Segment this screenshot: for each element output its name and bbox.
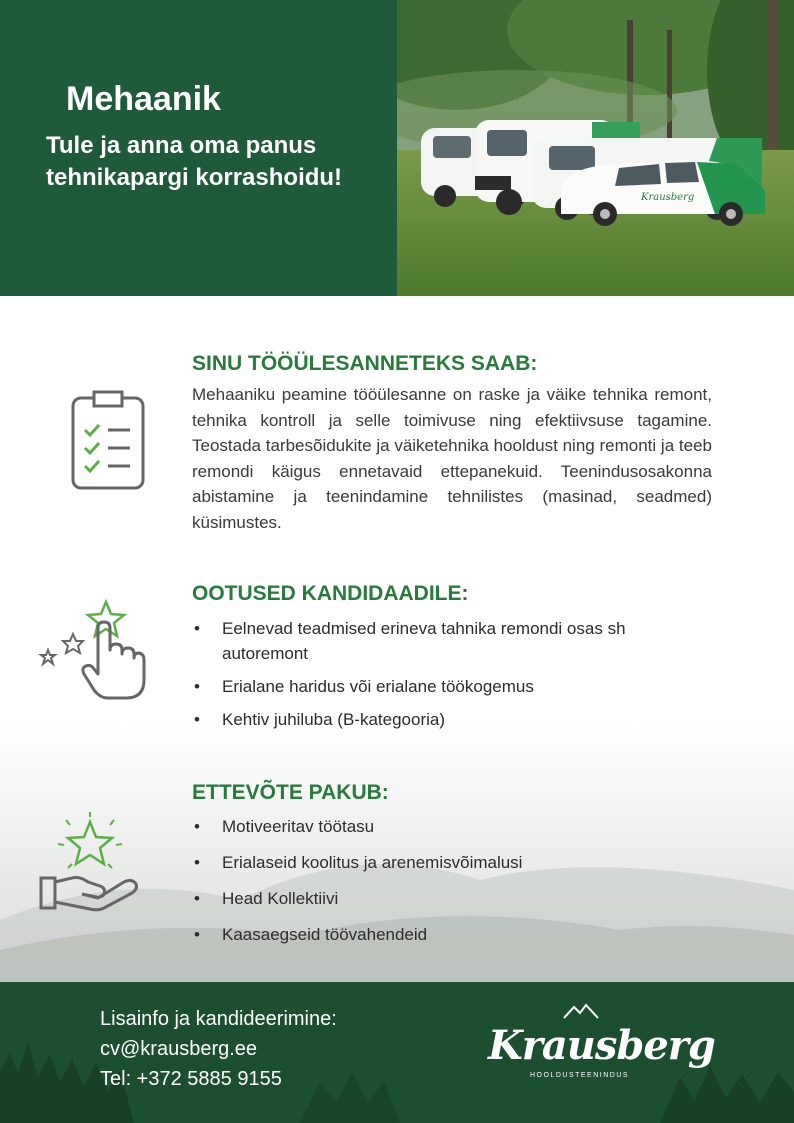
section-duties-text: Mehaaniku peamine tööülesanne on raske ja väike tehnika remont, tehnika kontroll ja selle toimivuse ning efektiivsuse tagamine. Teostada tarbesõidukite ja väiketehnika hooldust ning remonti ja teeb remondi käigus ennetavaid ettepanekuid. Teenindusosakonna abistamine ja teenindamine tehnilistes (masinad, seadmed) küsimustes.: [192, 385, 712, 532]
list-item: • Kaasaegseid töövahendeid: [192, 922, 712, 947]
list-item: • Head Kollektiivi: [192, 886, 712, 911]
offer-list: [192, 814, 712, 947]
header-banner: [0, 0, 794, 296]
logo-wordmark: Krausberg: [488, 1022, 715, 1069]
vehicles-photo-illustration: [397, 0, 794, 296]
list-item: • Kehtiv juhiluba (B-kategooria): [192, 707, 712, 732]
hand-stars-icon: [36, 598, 146, 702]
contact-phone[interactable]: Tel: +372 5885 9155: [100, 1068, 282, 1090]
mountain-icon: [562, 1002, 602, 1022]
job-title: Mehaanik: [66, 80, 221, 118]
contact-email[interactable]: cv@krausberg.ee: [100, 1038, 258, 1060]
job-subtitle: Tule ja anna oma panus tehnikapargi korrashoidu!: [46, 132, 343, 191]
list-item: • Motiveeritav töötasu: [192, 814, 712, 839]
section-duties-heading: SINU TÖÖÜLESANNETEKS SAAB:: [192, 352, 538, 375]
section-offer-heading: ETTEVÕTE PAKUB:: [192, 781, 389, 804]
contact-label: Lisainfo ja kandideerimine:: [100, 1008, 337, 1030]
logo-tagline: HOOLDUSTEENINDUS: [530, 1072, 630, 1079]
car-logo-text: Krausberg: [641, 192, 695, 203]
krausberg-logo: [482, 1000, 715, 1090]
contact-info: [100, 1004, 337, 1094]
list-item: • Erialane haridus või erialane töökogemus: [192, 674, 712, 699]
list-item: • Erialaseid koolitus ja arenemisvõimalusi: [192, 850, 712, 875]
checklist-icon: [68, 388, 148, 492]
list-item: • Eelnevad teadmised erineva tahnika remondi osas sh autoremont: [192, 616, 712, 666]
expectations-list: [192, 616, 712, 732]
star-hand-icon: [38, 812, 144, 912]
vehicles-photo: [397, 0, 794, 296]
section-expectations-heading: OOTUSED KANDIDAADILE:: [192, 582, 469, 605]
